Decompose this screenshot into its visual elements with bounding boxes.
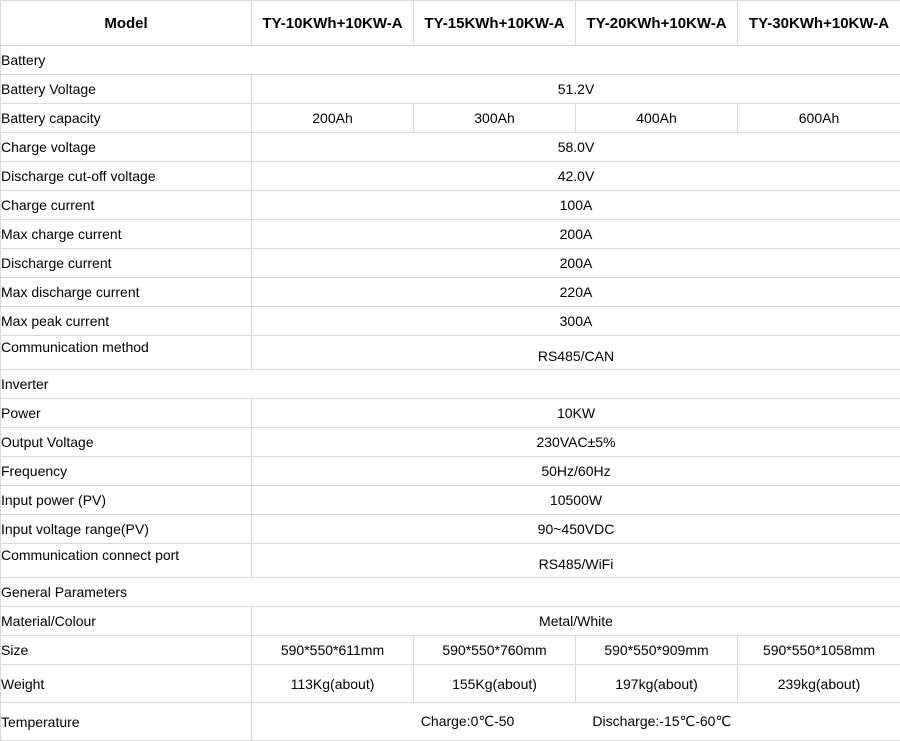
row-value: 200Ah bbox=[252, 104, 414, 133]
table-row bbox=[1, 336, 900, 370]
row-value: 51.2V bbox=[252, 75, 900, 104]
table-row bbox=[1, 191, 900, 220]
row-value: 42.0V bbox=[252, 162, 900, 191]
row-label: Max discharge current bbox=[1, 278, 252, 307]
table-row bbox=[1, 162, 900, 191]
temperature-discharge: Discharge:-15℃-60℃ bbox=[592, 713, 731, 730]
row-value: 300A bbox=[252, 307, 900, 336]
row-label: Material/Colour bbox=[1, 607, 252, 636]
temperature-charge: Charge:0℃-50 bbox=[421, 713, 515, 730]
row-value: 300Ah bbox=[414, 104, 576, 133]
row-label: Charge voltage bbox=[1, 133, 252, 162]
row-value: 113Kg(about) bbox=[252, 665, 414, 703]
table-row bbox=[1, 486, 900, 515]
row-value: 230VAC±5% bbox=[252, 428, 900, 457]
row-label: Size bbox=[1, 636, 252, 665]
row-value: 590*550*909mm bbox=[576, 636, 738, 665]
model-header: Model bbox=[1, 1, 252, 46]
row-value bbox=[252, 703, 900, 741]
model-1-header: TY-10KWh+10KW-A bbox=[252, 1, 414, 46]
row-value: 10500W bbox=[252, 486, 900, 515]
row-value: 58.0V bbox=[252, 133, 900, 162]
table-row bbox=[1, 665, 900, 703]
row-label: Input voltage range(PV) bbox=[1, 515, 252, 544]
table-row bbox=[1, 636, 900, 665]
table-row bbox=[1, 249, 900, 278]
section-battery bbox=[1, 46, 900, 75]
row-value: 50Hz/60Hz bbox=[252, 457, 900, 486]
row-label: Max peak current bbox=[1, 307, 252, 336]
row-label: Frequency bbox=[1, 457, 252, 486]
table-row bbox=[1, 515, 900, 544]
section-title: Battery bbox=[1, 46, 900, 75]
model-3-header: TY-20KWh+10KW-A bbox=[576, 1, 738, 46]
row-value: 239kg(about) bbox=[738, 665, 900, 703]
row-label: Max charge current bbox=[1, 220, 252, 249]
row-label: Discharge cut-off voltage bbox=[1, 162, 252, 191]
header-row bbox=[1, 1, 900, 46]
row-label: Battery Voltage bbox=[1, 75, 252, 104]
row-label: Charge current bbox=[1, 191, 252, 220]
table-row bbox=[1, 133, 900, 162]
row-value: 197kg(about) bbox=[576, 665, 738, 703]
section-general bbox=[1, 578, 900, 607]
row-value: RS485/CAN bbox=[252, 336, 900, 370]
table-row bbox=[1, 75, 900, 104]
table-row bbox=[1, 428, 900, 457]
section-title: Inverter bbox=[1, 370, 900, 399]
table-row bbox=[1, 703, 900, 741]
row-label: Output Voltage bbox=[1, 428, 252, 457]
row-value: 90~450VDC bbox=[252, 515, 900, 544]
row-value: 600Ah bbox=[738, 104, 900, 133]
row-value: 200A bbox=[252, 249, 900, 278]
row-value: 200A bbox=[252, 220, 900, 249]
row-value: 220A bbox=[252, 278, 900, 307]
model-2-header: TY-15KWh+10KW-A bbox=[414, 1, 576, 46]
row-value: 155Kg(about) bbox=[414, 665, 576, 703]
section-inverter bbox=[1, 370, 900, 399]
row-label: Communication connect port bbox=[1, 544, 252, 578]
row-value: 590*550*611mm bbox=[252, 636, 414, 665]
row-label: Temperature bbox=[1, 703, 252, 741]
row-value: 590*550*760mm bbox=[414, 636, 576, 665]
table-row bbox=[1, 607, 900, 636]
table-row bbox=[1, 399, 900, 428]
table-row bbox=[1, 104, 900, 133]
table-row bbox=[1, 220, 900, 249]
row-value: 10KW bbox=[252, 399, 900, 428]
table-row bbox=[1, 544, 900, 578]
row-label: Power bbox=[1, 399, 252, 428]
row-label: Input power (PV) bbox=[1, 486, 252, 515]
model-4-header: TY-30KWh+10KW-A bbox=[738, 1, 900, 46]
row-value: RS485/WiFi bbox=[252, 544, 900, 578]
table-row bbox=[1, 278, 900, 307]
row-value: Metal/White bbox=[252, 607, 900, 636]
row-value: 400Ah bbox=[576, 104, 738, 133]
row-value: 590*550*1058mm bbox=[738, 636, 900, 665]
section-title: General Parameters bbox=[1, 578, 900, 607]
row-label: Communication method bbox=[1, 336, 252, 370]
table-row bbox=[1, 307, 900, 336]
row-label: Weight bbox=[1, 665, 252, 703]
row-label: Battery capacity bbox=[1, 104, 252, 133]
row-value: 100A bbox=[252, 191, 900, 220]
table-row bbox=[1, 457, 900, 486]
row-label: Discharge current bbox=[1, 249, 252, 278]
